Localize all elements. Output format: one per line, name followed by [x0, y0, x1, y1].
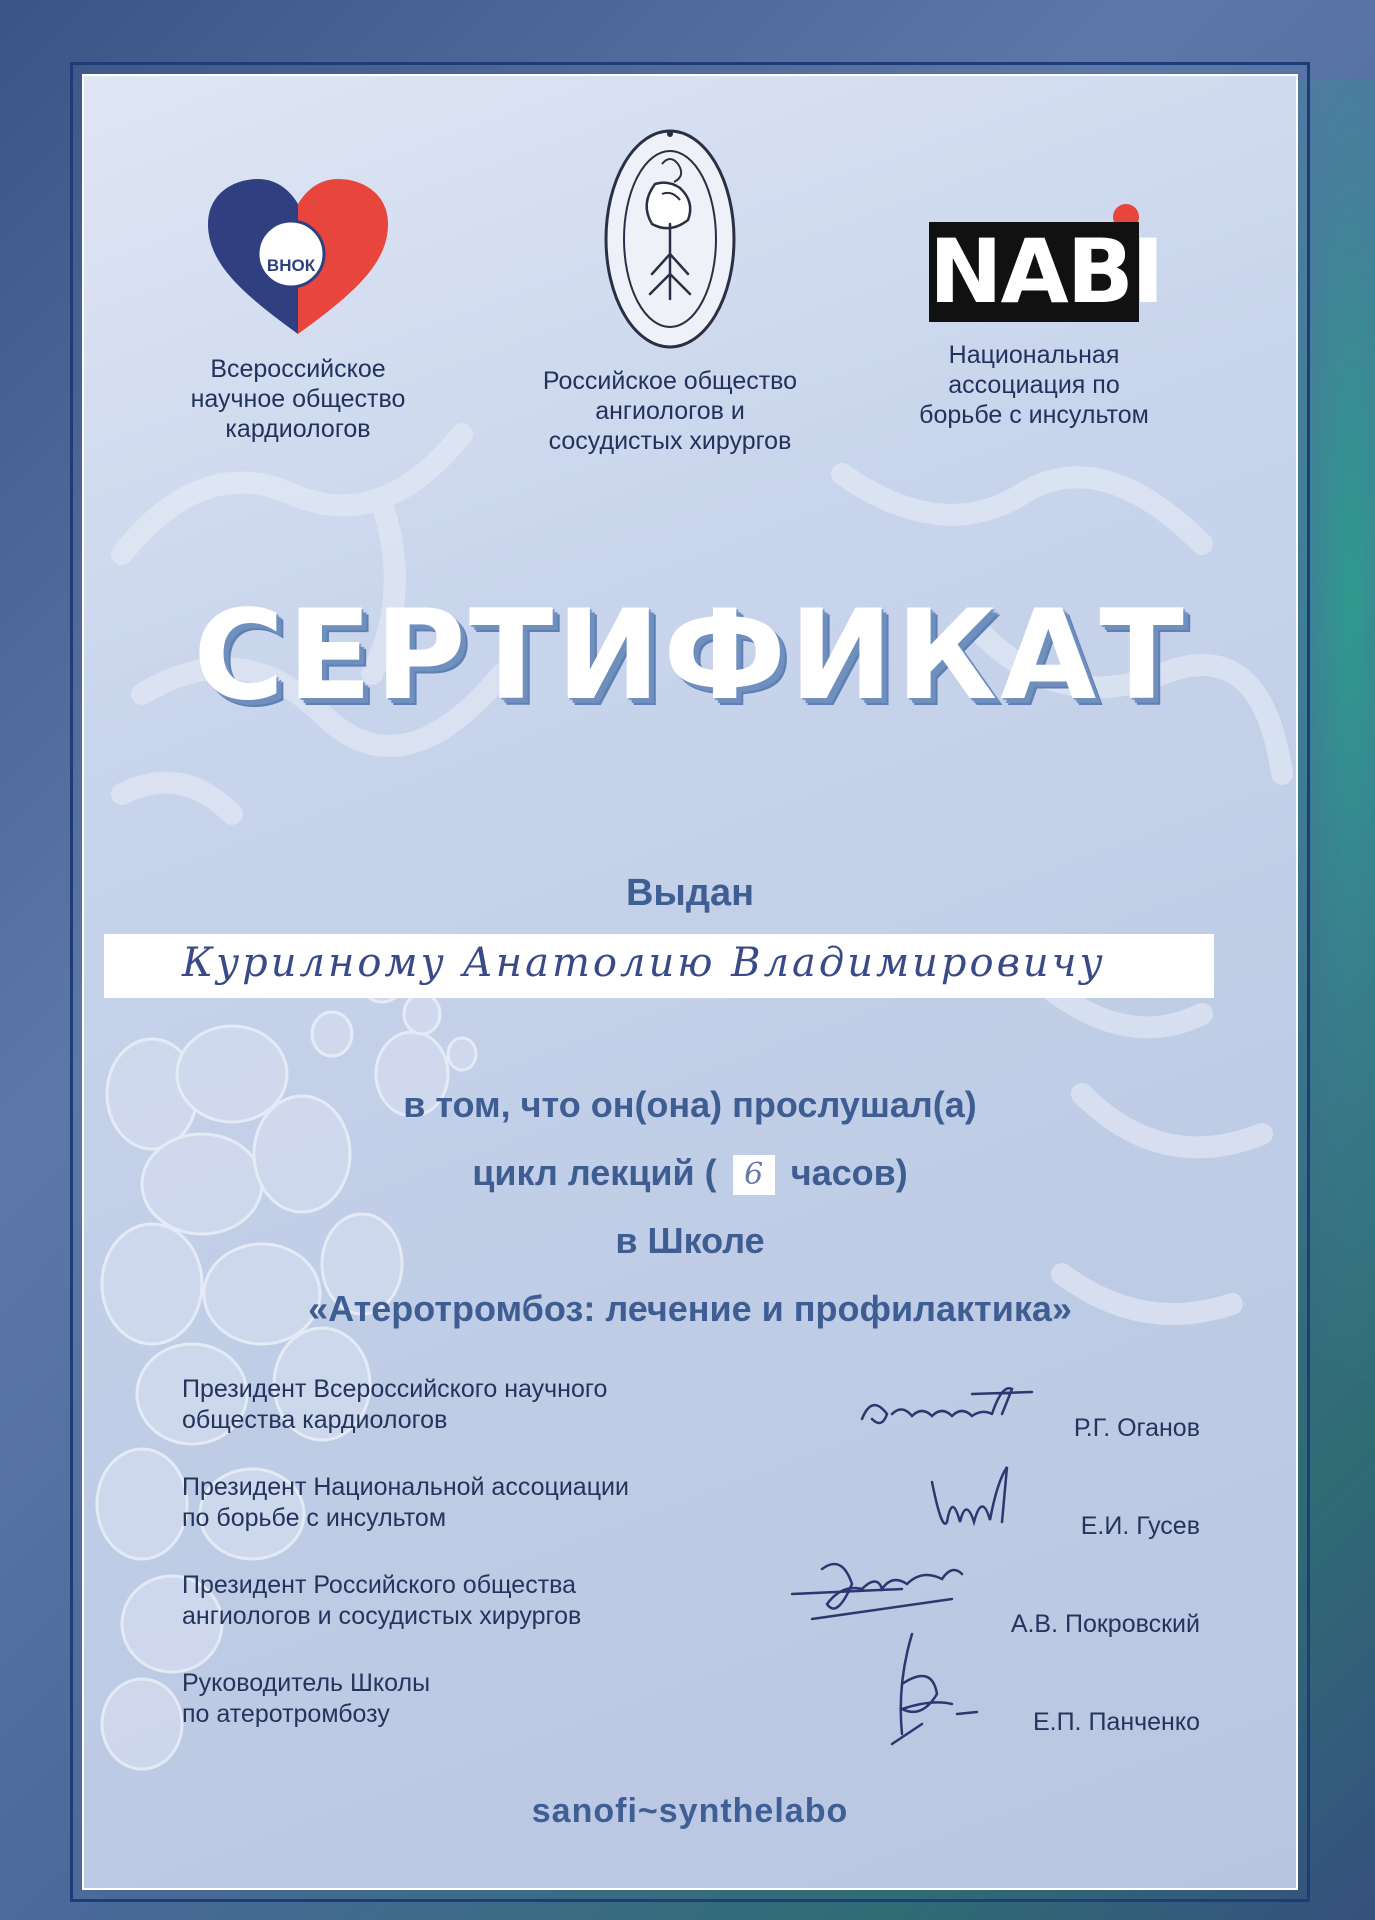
school-name: «Атеротромбоз: лечение и профилактика» — [308, 1288, 1072, 1329]
signatory-role: Президент Российского общества ангиологов и сосудистых хирургов — [182, 1571, 582, 1630]
hours-field: 6 — [733, 1155, 775, 1195]
org-caption: Национальная ассоциация по борьбе с инсультом — [919, 341, 1149, 429]
certificate-title: СЕРТИФИКАТ — [193, 584, 1187, 728]
signature-panchenko — [862, 1624, 1012, 1754]
lectures-suffix: часов) — [790, 1152, 908, 1193]
nabi-logo-text: NABI — [929, 220, 1163, 323]
signatory-name: Е.И. Гусев — [1080, 1512, 1200, 1540]
signatory-role: Руководитель Школы по атеротромбозу — [182, 1669, 431, 1728]
heart-logo-text: ВНОК — [266, 256, 316, 275]
org-caption: Всероссийское научное общество кардиологов — [190, 355, 406, 443]
nabi-logo-icon — [929, 204, 1163, 324]
body-line-3: в Школе — [615, 1220, 765, 1261]
signatory-name: Е.П. Панченко — [1032, 1708, 1200, 1736]
org-vnok — [148, 174, 448, 444]
signature-gusev — [922, 1462, 1032, 1542]
certificate-panel — [82, 74, 1298, 1890]
signatory-role: Президент Всероссийского научного общества кардиологов — [182, 1375, 608, 1434]
signatory-name: Р.Г. Оганов — [1073, 1414, 1200, 1442]
signature-oganov — [852, 1374, 1052, 1444]
recipient-name: Курилному Анатолию Владимировичу — [182, 940, 1106, 986]
body-line-1: в том, что он(она) прослушал(а) — [403, 1084, 977, 1125]
signatory-role: Президент Национальной ассоциации по борьбе с инсультом — [182, 1473, 629, 1532]
lectures-prefix: цикл лекций ( — [472, 1152, 717, 1193]
org-nabi — [874, 204, 1194, 430]
org-caption: Российское общество ангиологов и сосудистых хирургов — [542, 367, 798, 455]
issued-label: Выдан — [625, 872, 755, 914]
body-line-2 — [82, 1152, 1298, 1195]
signatory-name: А.В. Покровский — [1010, 1610, 1200, 1638]
oval-seal-icon — [600, 124, 740, 354]
org-angiology — [510, 124, 830, 456]
signature-pokrovsky — [782, 1544, 982, 1634]
sponsor-logo: sanofi~synthelabo — [531, 1792, 849, 1830]
